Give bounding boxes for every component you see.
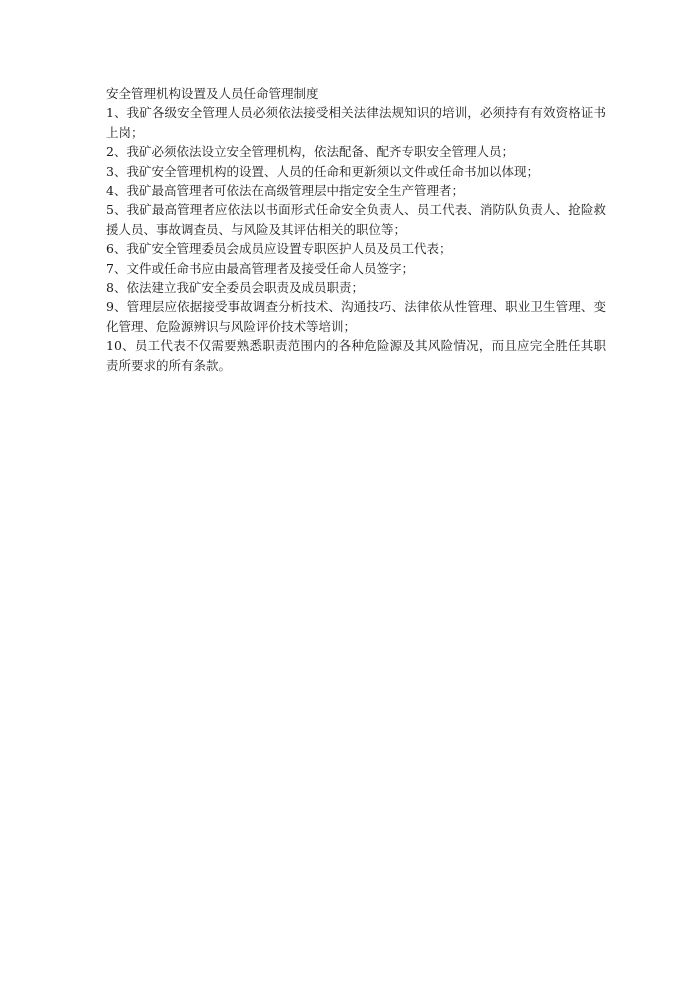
clause-4: 4、我矿最高管理者可依法在高级管理层中指定安全生产管理者； [106,183,464,199]
clause-7: 7、文件或任命书应由最高管理者及接受任命人员签字； [106,260,414,276]
clause-3: 3、我矿安全管理机构的设置、人员的任命和更新须以文件或任命书加以体现； [106,163,539,179]
clause-10: 10、员工代表不仅需要熟悉职责范围内的各种危险源及其风险情况，而且应完全胜任其职责所要求的所有条款。 [106,338,606,373]
document-body [106,84,606,375]
clause-9: 9、管理层应依据接受事故调查分析技术、沟通技巧、法律依从性管理、职业卫生管理、变化管理、危险源辨识与风险评价技术等培训； [106,299,606,334]
document-title: 安全管理机构设置及人员任命管理制度 [106,86,319,101]
clause-5: 5、我矿最高管理者应依法以书面形式任命安全负责人、员工代表、消防队负责人、抢险救援人员、事故调查员、与风险及其评估相关的职位等； [106,202,606,237]
clause-8: 8、依法建立我矿安全委员会职责及成员职责； [106,280,364,296]
clause-1: 1、我矿各级安全管理人员必须依法接受相关法律法规知识的培训，必须持有有效资格证书上岗； [106,105,606,140]
clause-6: 6、我矿安全管理委员会成员应设置专职医护人员及员工代表； [106,241,452,257]
clause-2: 2、我矿必须依法设立安全管理机构，依法配备、配齐专职安全管理人员； [106,144,514,160]
